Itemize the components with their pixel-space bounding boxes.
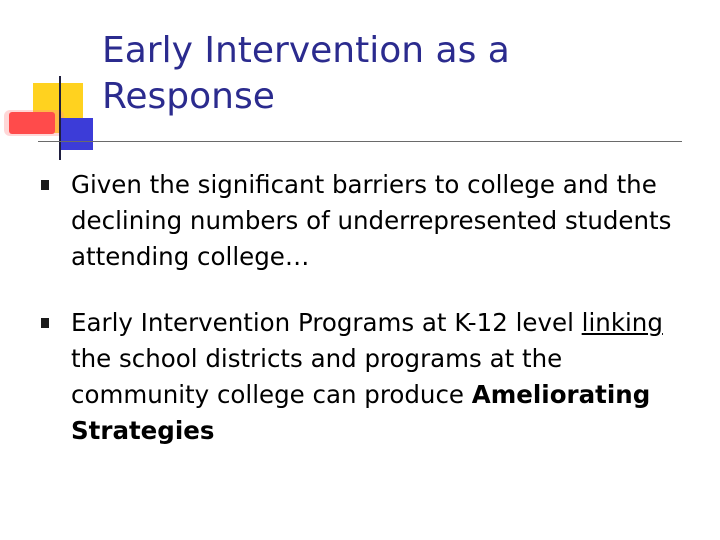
slide-title (102, 28, 682, 120)
title-underline-rule (38, 141, 682, 142)
bullet-item-2 (38, 305, 698, 449)
decorative-blue-square (59, 118, 93, 150)
bullet-text-2-part-1: Early Intervention Programs at K-12 level (71, 308, 582, 337)
bullet-text-1: Given the significant barriers to college and the declining numbers of underrepresented students attending college… (71, 170, 672, 271)
decorative-vertical-line (59, 76, 61, 160)
square-bullet-icon (41, 318, 49, 328)
underlined-word-linking: linking (581, 308, 663, 337)
bullet-list (38, 167, 698, 449)
decorative-red-bar (9, 112, 55, 134)
bullet-text-2-part-2: the school districts and programs at the community college can produce (71, 344, 563, 409)
bold-phrase-ameliorating-strategies: Ameliorating Strategies (71, 380, 651, 445)
bullet-item-1 (38, 167, 698, 275)
slide-title-line-2: Response (102, 76, 275, 117)
slide-title-line-1: Early Intervention as a (102, 30, 510, 71)
square-bullet-icon (41, 180, 49, 190)
